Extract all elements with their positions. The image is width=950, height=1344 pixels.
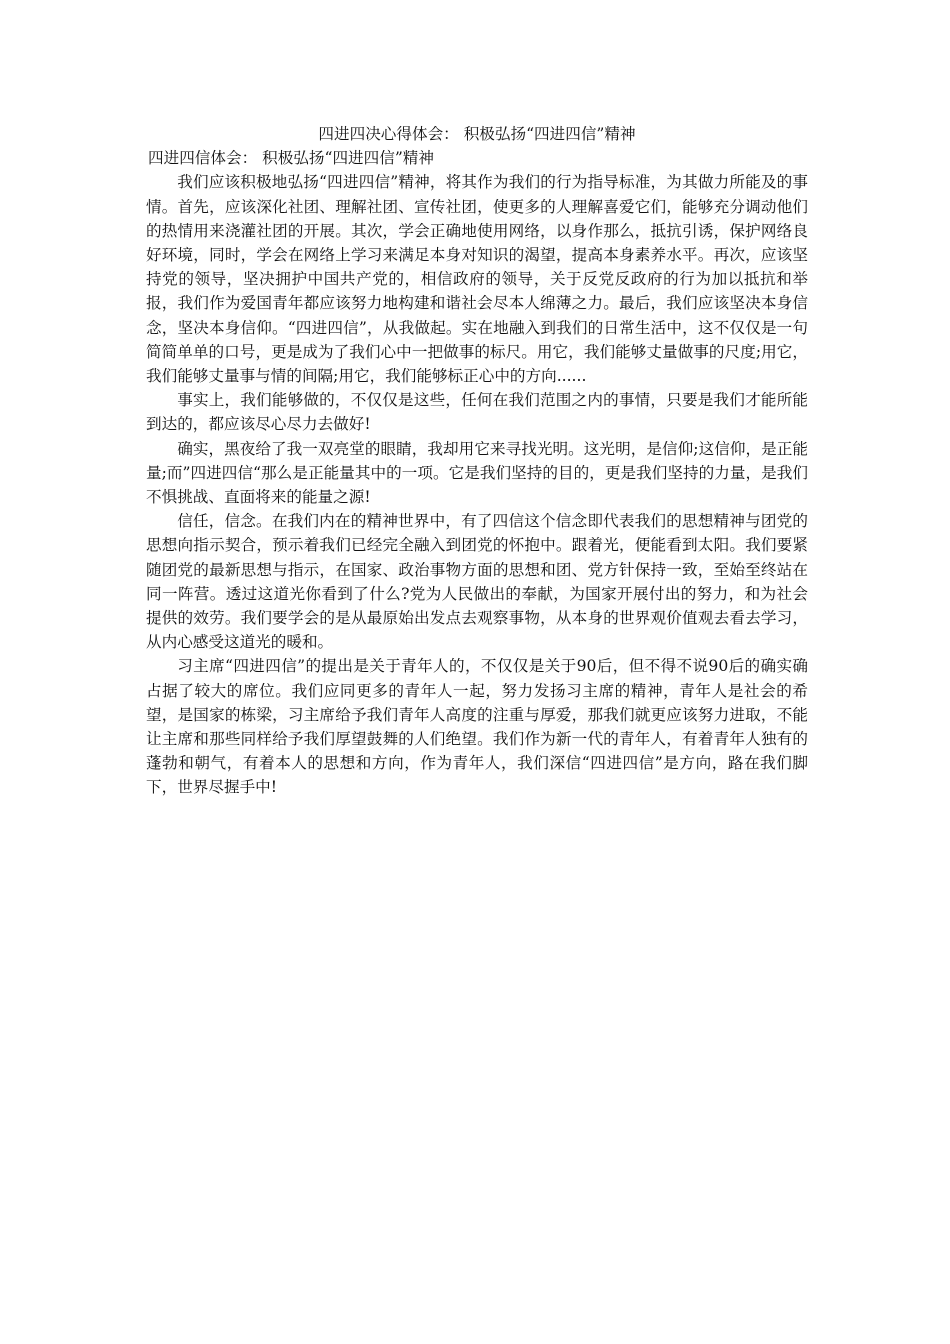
paragraph-3: 确实，黑夜给了我一双亮堂的眼睛，我却用它来寻找光明。这光明，是信仰;这信仰，是正能量;而”四进四信“那么是正能量其中的一项。它是我们坚持的目的，更是我们坚持的力量，是我们不惧挑战、直面将来的能量之源!: [146, 439, 808, 507]
paragraph-2: 事实上，我们能够做的，不仅仅是这些，任何在我们范围之内的事情，只要是我们才能所能到达的，都应该尽心尽力去做好!: [146, 391, 808, 434]
paragraph-5: 习主席“四进四信”的提出是关于青年人的，不仅仅是关于90后，但不得不说90后的确实确占据了较大的席位。我们应同更多的青年人一起，努力发扬习主席的精神，青年人是社会的希望，是国家的栋梁，习主席给予我们青年人高度的注重与厚爱，那我们就更应该努力进取，不能让主席和那些同样给予我们厚望鼓舞的人们绝望。我们作为新一代的青年人，有着青年人独有的蓬勃和朝气，有着本人的思想和方向，作为青年人，我们深信“四进四信”是方向，路在我们脚下，世界尽握手中!: [146, 657, 808, 797]
document-page: [146, 122, 808, 800]
document-subtitle: 四进四信体会： 积极弘扬“四进四信”精神: [148, 149, 434, 168]
document-title: 四进四决心得体会： 积极弘扬“四进四信”精神: [318, 125, 636, 143]
paragraph-1: 我们应该积极地弘扬“四进四信”精神，将其作为我们的行为指导标准，为其做力所能及的事情。首先，应该深化社团、理解社团、宣传社团，使更多的人理解喜爱它们，能够充分调动他们的热情用来浇灌社团的开展。其次，学会正确地使用网络，以身作那么，抵抗引诱，保护网络良好环境，同时，学会在网络上学习来满足本身对知识的渴望，提高本身素养水平。再次，应该坚持党的领导，坚决拥护中国共产党的，相信政府的领导，关于反党反政府的行为加以抵抗和举报，我们作为爱国青年都应该努力地构建和谐社会尽本人绵薄之力。最后，我们应该坚决本身信念，坚决本身信仰。“四进四信”，从我做起。实在地融入到我们的日常生活中，这不仅仅是一句简简单单的口号，更是成为了我们心中一把做事的标尺。用它，我们能够丈量做事的尺度;用它，我们能够丈量事与情的间隔;用它，我们能够标正心中的方向......: [146, 173, 808, 386]
paragraph-4: 信任，信念。在我们内在的精神世界中，有了四信这个信念即代表我们的思想精神与团党的思想向指示契合，预示着我们已经完全融入到团党的怀抱中。跟着光，便能看到太阳。我们要紧随团党的最新思想与指示，在国家、政治事物方面的思想和团、党方针保持一致，至始至终站在同一阵营。透过这道光你看到了什么?党为人民做出的奉献，为国家开展付出的努力，和为社会提供的效劳。我们要学会的是从最原始出发点去观察事物，从本身的世界观价值观去看去学习，从内心感受这道光的暖和。: [146, 512, 808, 652]
